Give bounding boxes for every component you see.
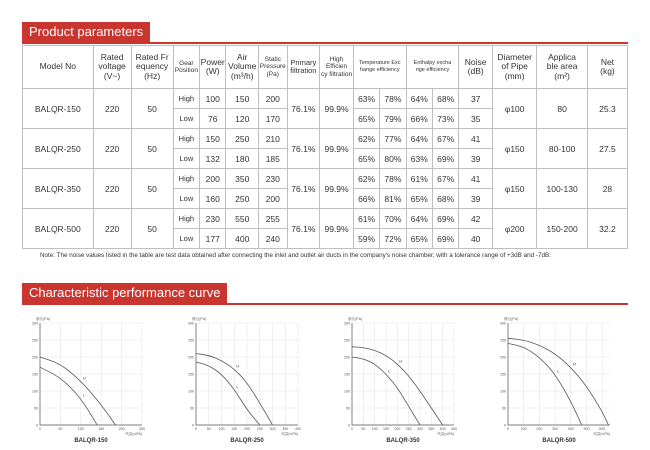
noise-cell: 41 [459, 129, 493, 149]
enthalpy-exchange-cell: 68% [432, 189, 458, 209]
series-label: L [557, 368, 560, 374]
power-cell: 132 [200, 149, 226, 169]
voltage-cell: 220 [93, 129, 131, 169]
primary-filtration-cell: 76.1% [287, 169, 320, 209]
x-tick-label: 600 [599, 427, 606, 431]
x-tick-label: 150 [98, 427, 105, 431]
y-axis-label: 静压(Pa) [192, 317, 206, 321]
temperature-exchange-cell: 66% [353, 189, 379, 209]
model-name-cell: BALQR-150 [23, 89, 94, 129]
power-cell: 76 [200, 109, 226, 129]
x-tick-label: 100 [371, 427, 378, 431]
static-pressure-cell: 185 [259, 149, 287, 169]
gear-cell: Low [173, 109, 199, 129]
temperature-exchange-cell: 78% [380, 169, 406, 189]
frequency-cell: 50 [131, 209, 173, 249]
y-tick-label: 200 [500, 355, 506, 360]
x-tick-label: 300 [417, 427, 423, 431]
y-axis-label: 静压(Pa) [348, 317, 362, 321]
header-frequency: Rated Fr equency (Hz) [131, 46, 173, 89]
y-tick-label: 0 [504, 423, 506, 428]
x-axis-label: 风量(m³/h) [125, 432, 142, 436]
x-tick-label: 100 [77, 427, 84, 431]
static-pressure-cell: 240 [259, 229, 287, 249]
x-tick-label: 400 [439, 427, 446, 431]
net-weight-cell: 25.3 [587, 89, 627, 129]
header-area: Applica ble area (m²) [537, 46, 588, 89]
static-pressure-cell: 230 [259, 169, 287, 189]
chart-svg [334, 313, 469, 448]
air-volume-cell: 350 [226, 169, 259, 189]
table-row [23, 209, 628, 229]
header-temperature-exchange: Temperature Exc hange efficiency [353, 46, 406, 89]
enthalpy-exchange-cell: 73% [432, 109, 458, 129]
noise-cell: 39 [459, 149, 493, 169]
x-tick-label: 300 [269, 427, 276, 431]
x-tick-label: 0 [351, 427, 353, 431]
series-label: H [236, 363, 240, 369]
enthalpy-exchange-cell: 68% [432, 89, 458, 109]
x-tick-label: 250 [256, 427, 263, 431]
y-tick-label: 100 [500, 389, 506, 394]
x-tick-label: 0 [39, 427, 41, 431]
x-tick-label: 400 [567, 427, 574, 431]
y-tick-label: 250 [344, 338, 350, 343]
enthalpy-exchange-cell: 67% [432, 169, 458, 189]
power-cell: 150 [200, 129, 226, 149]
enthalpy-exchange-cell: 69% [432, 229, 458, 249]
y-axis-label: 静压(Pa) [504, 317, 518, 321]
frequency-cell: 50 [131, 89, 173, 129]
x-tick-label: 200 [394, 427, 401, 431]
product-parameters-header [22, 22, 628, 44]
high-efficiency-cell: 99.9% [320, 129, 354, 169]
y-tick-label: 100 [344, 389, 350, 394]
x-tick-label: 50 [206, 427, 211, 431]
net-weight-cell: 28 [587, 169, 627, 209]
y-tick-label: 200 [344, 355, 350, 360]
noise-cell: 37 [459, 89, 493, 109]
x-tick-label: 150 [231, 427, 238, 431]
enthalpy-exchange-cell: 65% [406, 189, 432, 209]
temperature-exchange-cell: 62% [353, 169, 379, 189]
header-high-efficiency: High Efficien cy filtration [320, 46, 354, 89]
air-volume-cell: 250 [226, 129, 259, 149]
spec-table [22, 45, 628, 249]
noise-cell: 42 [459, 209, 493, 229]
x-tick-label: 500 [583, 427, 590, 431]
table-row [23, 89, 628, 109]
temperature-exchange-cell: 72% [380, 229, 406, 249]
static-pressure-cell: 170 [259, 109, 287, 129]
temperature-exchange-cell: 65% [353, 149, 379, 169]
area-cell: 150-200 [537, 209, 588, 249]
x-tick-label: 0 [195, 427, 197, 431]
power-cell: 200 [200, 169, 226, 189]
y-tick-label: 200 [32, 355, 38, 360]
y-tick-label: 250 [32, 338, 38, 343]
chart-caption: BALQR-350 [386, 438, 420, 444]
x-axis-label: 风量(m³/h) [437, 432, 454, 436]
y-tick-label: 150 [188, 372, 194, 377]
x-axis-label: 风量(m³/h) [281, 432, 298, 436]
air-volume-cell: 400 [226, 229, 259, 249]
temperature-exchange-cell: 77% [380, 129, 406, 149]
gear-cell: High [173, 169, 199, 189]
voltage-cell: 220 [93, 209, 131, 249]
temperature-exchange-cell: 81% [380, 189, 406, 209]
power-cell: 177 [200, 229, 226, 249]
x-tick-label: 400 [295, 427, 301, 431]
table-row [23, 129, 628, 149]
x-tick-label: 50 [361, 427, 366, 431]
temperature-exchange-cell: 59% [353, 229, 379, 249]
gear-cell: Low [173, 189, 199, 209]
temperature-exchange-cell: 78% [380, 89, 406, 109]
enthalpy-exchange-cell: 65% [406, 229, 432, 249]
pipe-diameter-cell: φ150 [493, 129, 537, 169]
temperature-exchange-cell: 70% [380, 209, 406, 229]
voltage-cell: 220 [93, 89, 131, 129]
product-parameters-title: Product parameters [22, 22, 150, 42]
pipe-diameter-cell: φ150 [493, 169, 537, 209]
y-tick-label: 100 [32, 389, 38, 394]
performance-curve-header [22, 283, 628, 305]
performance-curve-title: Characteristic performance curve [22, 283, 227, 303]
primary-filtration-cell: 76.1% [287, 209, 320, 249]
x-tick-label: 200 [118, 427, 125, 431]
model-name-cell: BALQR-250 [23, 129, 94, 169]
gear-cell: Low [173, 149, 199, 169]
area-cell: 100-130 [537, 169, 588, 209]
chart-balqr-250 [178, 313, 313, 448]
static-pressure-cell: 255 [259, 209, 287, 229]
series-label: L [388, 368, 391, 374]
area-cell: 80 [537, 89, 588, 129]
noise-cell: 41 [459, 169, 493, 189]
y-tick-label: 150 [32, 372, 38, 377]
series-label: H [82, 375, 86, 381]
series-label: L [82, 392, 86, 398]
y-tick-label: 50 [34, 406, 38, 411]
y-tick-label: 150 [500, 372, 506, 377]
temperature-exchange-cell: 61% [353, 209, 379, 229]
header-enthalpy-exchange: Enthalpy excha nge efficiency [406, 46, 459, 89]
noise-cell: 40 [459, 229, 493, 249]
primary-filtration-cell: 76.1% [287, 129, 320, 169]
model-name-cell: BALQR-350 [23, 169, 94, 209]
series-line-l [40, 367, 97, 425]
gear-cell: High [173, 209, 199, 229]
y-tick-label: 50 [346, 406, 350, 411]
chart-balqr-150 [22, 313, 157, 448]
high-efficiency-cell: 99.9% [320, 209, 354, 249]
temperature-exchange-cell: 63% [353, 89, 379, 109]
series-label: H [399, 358, 403, 364]
x-tick-label: 200 [536, 427, 543, 431]
series-line-l [196, 362, 260, 425]
enthalpy-exchange-cell: 67% [432, 129, 458, 149]
header-pipe-diameter: Diameter of Pipe (mm) [493, 46, 537, 89]
pipe-diameter-cell: φ100 [493, 89, 537, 129]
header-air-volume: Air Volume (m³/h) [226, 46, 259, 89]
y-tick-label: 300 [188, 321, 194, 326]
temperature-exchange-cell: 79% [380, 109, 406, 129]
x-axis-label: 风量(m³/h) [593, 432, 610, 436]
enthalpy-exchange-cell: 64% [406, 209, 432, 229]
static-pressure-cell: 210 [259, 129, 287, 149]
noise-cell: 35 [459, 109, 493, 129]
header-noise: Noise (dB) [459, 46, 493, 89]
air-volume-cell: 180 [226, 149, 259, 169]
frequency-cell: 50 [131, 129, 173, 169]
y-tick-label: 300 [32, 321, 38, 326]
model-name-cell: BALQR-500 [23, 209, 94, 249]
header-gear: Gear Position [173, 46, 199, 89]
noise-cell: 39 [459, 189, 493, 209]
chart-svg [178, 313, 313, 448]
power-cell: 100 [200, 89, 226, 109]
voltage-cell: 220 [93, 169, 131, 209]
chart-caption: BALQR-500 [542, 438, 576, 444]
air-volume-cell: 250 [226, 189, 259, 209]
pipe-diameter-cell: φ200 [493, 209, 537, 249]
x-tick-label: 350 [282, 427, 289, 431]
high-efficiency-cell: 99.9% [320, 169, 354, 209]
x-tick-label: 450 [451, 427, 457, 431]
y-tick-label: 50 [502, 406, 506, 411]
area-cell: 80-100 [537, 129, 588, 169]
header-power: Power (W) [200, 46, 226, 89]
enthalpy-exchange-cell: 69% [432, 149, 458, 169]
enthalpy-exchange-cell: 63% [406, 149, 432, 169]
header-net: Net (kg) [587, 46, 627, 89]
net-weight-cell: 32.2 [587, 209, 627, 249]
gear-cell: High [173, 89, 199, 109]
power-cell: 230 [200, 209, 226, 229]
chart-caption: BALQR-150 [74, 438, 108, 444]
static-pressure-cell: 200 [259, 89, 287, 109]
y-tick-label: 0 [36, 423, 38, 428]
x-tick-label: 250 [405, 427, 412, 431]
y-tick-label: 150 [344, 372, 350, 377]
x-tick-label: 300 [552, 427, 559, 431]
chart-svg [22, 313, 157, 448]
primary-filtration-cell: 76.1% [287, 89, 320, 129]
air-volume-cell: 550 [226, 209, 259, 229]
enthalpy-exchange-cell: 64% [406, 129, 432, 149]
header-static-pressure: Static Pressure (Pa) [259, 46, 287, 89]
x-tick-label: 0 [507, 427, 509, 431]
x-tick-label: 50 [58, 427, 63, 431]
y-tick-label: 300 [500, 321, 506, 326]
y-tick-label: 250 [500, 338, 506, 343]
static-pressure-cell: 200 [259, 189, 287, 209]
gear-cell: Low [173, 229, 199, 249]
y-tick-label: 100 [188, 389, 194, 394]
series-label: L [236, 383, 239, 389]
x-tick-label: 350 [428, 427, 435, 431]
y-tick-label: 300 [344, 321, 350, 326]
x-tick-label: 100 [520, 427, 527, 431]
chart-caption: BALQR-250 [230, 438, 264, 444]
air-volume-cell: 150 [226, 89, 259, 109]
series-line-h [508, 338, 608, 425]
y-tick-label: 50 [190, 406, 194, 411]
enthalpy-exchange-cell: 66% [406, 109, 432, 129]
enthalpy-exchange-cell: 69% [432, 209, 458, 229]
chart-balqr-500 [490, 313, 625, 448]
chart-svg [490, 313, 625, 448]
header-model: Model No [23, 46, 94, 89]
noise-note: Note: The noise values listed in the table are test data obtained after connecting the inlet and outlet air ducts in the company's noise chamber, with a tolerance range of +3dB and -7dB. [40, 252, 551, 259]
y-axis-label: 静压(Pa) [36, 317, 50, 321]
high-efficiency-cell: 99.9% [320, 89, 354, 129]
chart-balqr-350 [334, 313, 469, 448]
x-tick-label: 150 [383, 427, 389, 431]
y-tick-label: 200 [188, 355, 194, 360]
gear-cell: High [173, 129, 199, 149]
air-volume-cell: 120 [226, 109, 259, 129]
power-cell: 160 [200, 189, 226, 209]
series-label: H [572, 361, 576, 367]
header-primary-filtration: Primary filtration [287, 46, 320, 89]
x-tick-label: 100 [218, 427, 225, 431]
temperature-exchange-cell: 65% [353, 109, 379, 129]
frequency-cell: 50 [131, 169, 173, 209]
y-tick-label: 250 [188, 338, 194, 343]
enthalpy-exchange-cell: 64% [406, 89, 432, 109]
y-tick-label: 0 [348, 423, 350, 428]
temperature-exchange-cell: 80% [380, 149, 406, 169]
x-tick-label: 250 [139, 427, 145, 431]
header-voltage: Rated voltage (V~) [93, 46, 131, 89]
enthalpy-exchange-cell: 61% [406, 169, 432, 189]
table-row [23, 169, 628, 189]
table-header-row [23, 46, 628, 89]
temperature-exchange-cell: 62% [353, 129, 379, 149]
x-tick-label: 200 [244, 427, 250, 431]
net-weight-cell: 27.5 [587, 129, 627, 169]
y-tick-label: 0 [192, 423, 194, 428]
